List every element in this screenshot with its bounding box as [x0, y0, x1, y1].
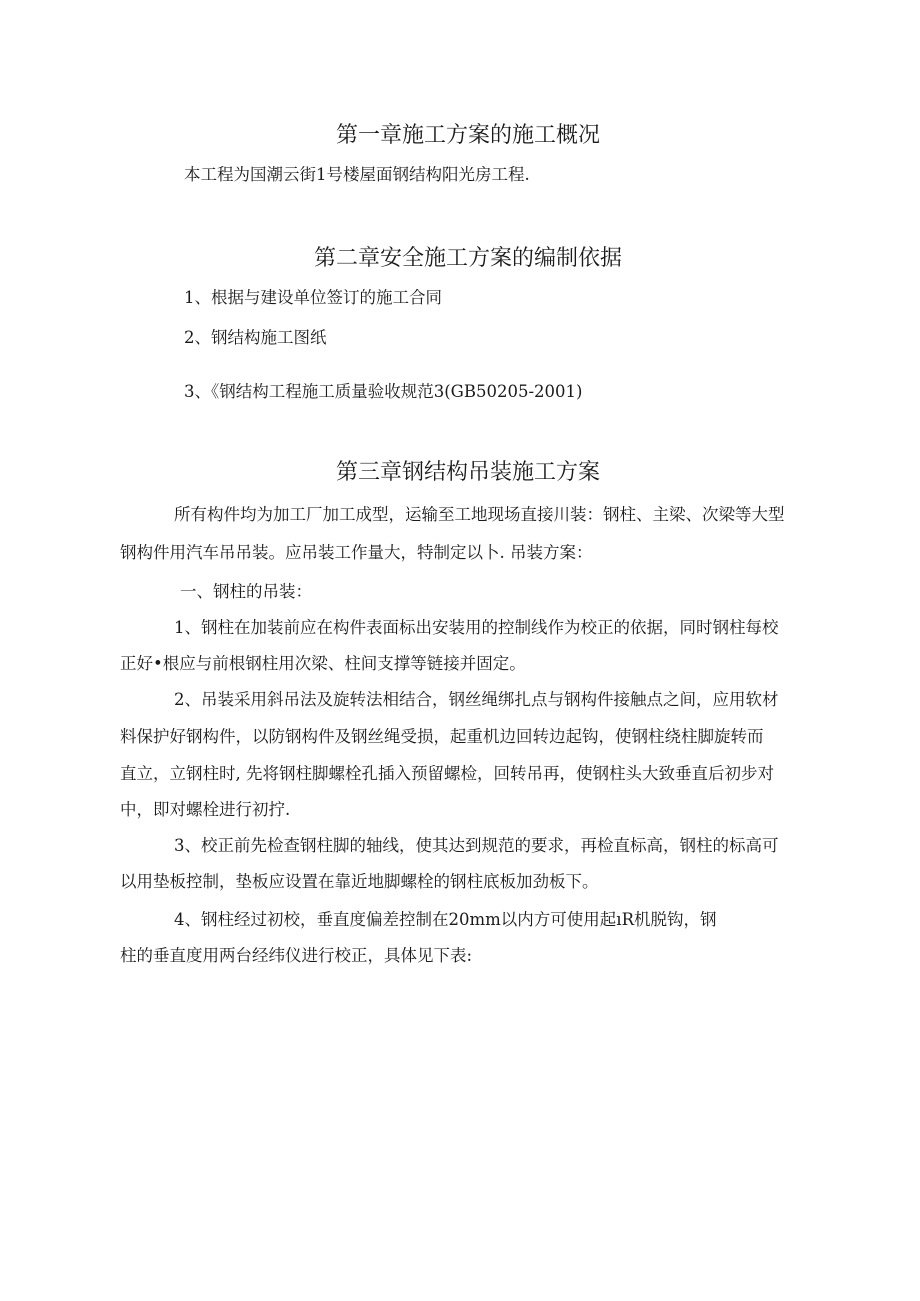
- chapter2-item-2: 2、钢结构施工图纸: [184, 328, 327, 347]
- chapter1-title: 第一章施工方案的施工概况: [335, 123, 600, 148]
- para4-line-1: 4、钢柱经过初校，垂直度偏差控制在20mm以内方可使用起ıR机脱钩，钢: [174, 910, 717, 929]
- para4-line-2: 柱的垂直度用两台经纬仪进行校正，具体见下表:: [120, 946, 473, 965]
- para2-line-4: 中，即对螺栓进行初拧.: [120, 800, 291, 819]
- chapter2-title: 第二章安全施工方案的编制依据: [313, 246, 622, 271]
- para2-line-2: 料保护好钢构件，以防钢构件及钢丝绳受损，起重机边回转边起钩，使钢柱绕柱脚旋转而: [120, 727, 764, 746]
- chapter3-title: 第三章钢结构吊装施工方案: [335, 460, 600, 485]
- chapter3-intro-line-2: 钢构件用汽车吊吊装。应吊装工作量大，特制定以卜. 吊装方案：: [120, 543, 593, 562]
- para3-line-2: 以用垫板控制，垫板应设置在靠近地脚螺栓的钢柱底板加劲板下。: [120, 872, 599, 891]
- chapter2-item-1: 1、根据与建设单位签订的施工合同: [184, 288, 442, 307]
- chapter2-item-3: 3、《钢结构工程施工质量验收规范3(GB50205-2001): [184, 382, 583, 401]
- chapter3-intro-line-1: 所有构件均为加工厂加工成型，运输至工地现场直接川装：钢柱、主梁、次梁等大型: [174, 505, 785, 524]
- chapter1-body: 本工程为国潮云街1号楼屋面钢结构阳光房工程.: [184, 165, 530, 184]
- para1-line-1: 1、钢柱在加装前应在构件表面标出安装用的控制线作为校正的依据，同时钢柱每校: [174, 618, 779, 637]
- para2-line-1: 2、吊装采用斜吊法及旋转法相结合，钢丝绳绑扎点与钢构件接触点之间，应用软材: [174, 690, 779, 709]
- para2-line-3: 直立，立钢柱时, 先将钢柱脚螺栓孔插入预留螺检，回转吊再，使钢柱头大致垂直后初步对: [120, 764, 774, 783]
- para3-line-1: 3、校正前先检查钢柱脚的轴线，使其达到规范的要求，再检直标高，钢柱的标高可: [174, 836, 779, 855]
- para1-line-2: 正好•根应与前根钢柱用次梁、柱间支撑等链接并固定。: [120, 654, 526, 673]
- section1-title: 一、钢柱的吊装：: [180, 582, 312, 601]
